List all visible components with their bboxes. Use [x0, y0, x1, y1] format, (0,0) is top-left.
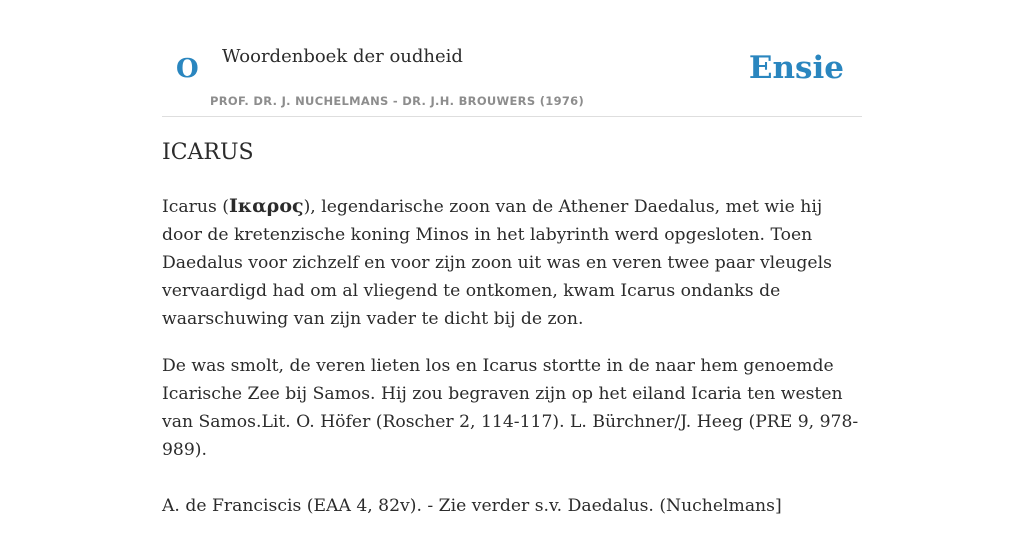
source-authors: PROF. DR. J. NUCHELMANS - DR. J.H. BROUWERS (1976): [210, 94, 585, 108]
paragraph-1-start: Icarus (: [162, 197, 229, 217]
greek-name: Ικαρος: [228, 195, 304, 217]
paragraph-1-rest: ), legendarische zoon van de Athener Daedalus, met wie hij door de kretenzische koning Minos in het labyrinth werd opgesloten. Toen Daedalus voor zichzelf en voor zijn zoon uit was en veren twee paar vleugels vervaardigd had om al vliegend te ontkomen, kwam Icarus ondanks de waarschuwing van zijn vader te dicht bij de zon.: [162, 197, 832, 329]
entry-title: ICARUS: [162, 140, 254, 165]
paragraph-1: [162, 192, 862, 333]
paragraph-3: A. de Franciscis (EAA 4, 82v). - Zie verder s.v. Daedalus. (Nuchelmans]: [162, 496, 782, 516]
entry-body: [162, 192, 862, 539]
source-logo-link[interactable]: O: [176, 54, 199, 84]
source-header: [162, 36, 862, 117]
ensie-logo-link[interactable]: Ensie: [748, 50, 844, 86]
source-title[interactable]: Woordenboek der oudheid: [222, 46, 463, 67]
paragraph-2: De was smolt, de veren lieten los en Icarus stortte in de naar hem genoemde Icarische Zee bij Samos. Hij zou begraven zijn op het eiland Icaria ten westen van Samos.Lit. O. Höfer (Roscher 2, 114-117). L. Bürchner/J. Heeg (PRE 9, 978-989).: [162, 356, 859, 460]
